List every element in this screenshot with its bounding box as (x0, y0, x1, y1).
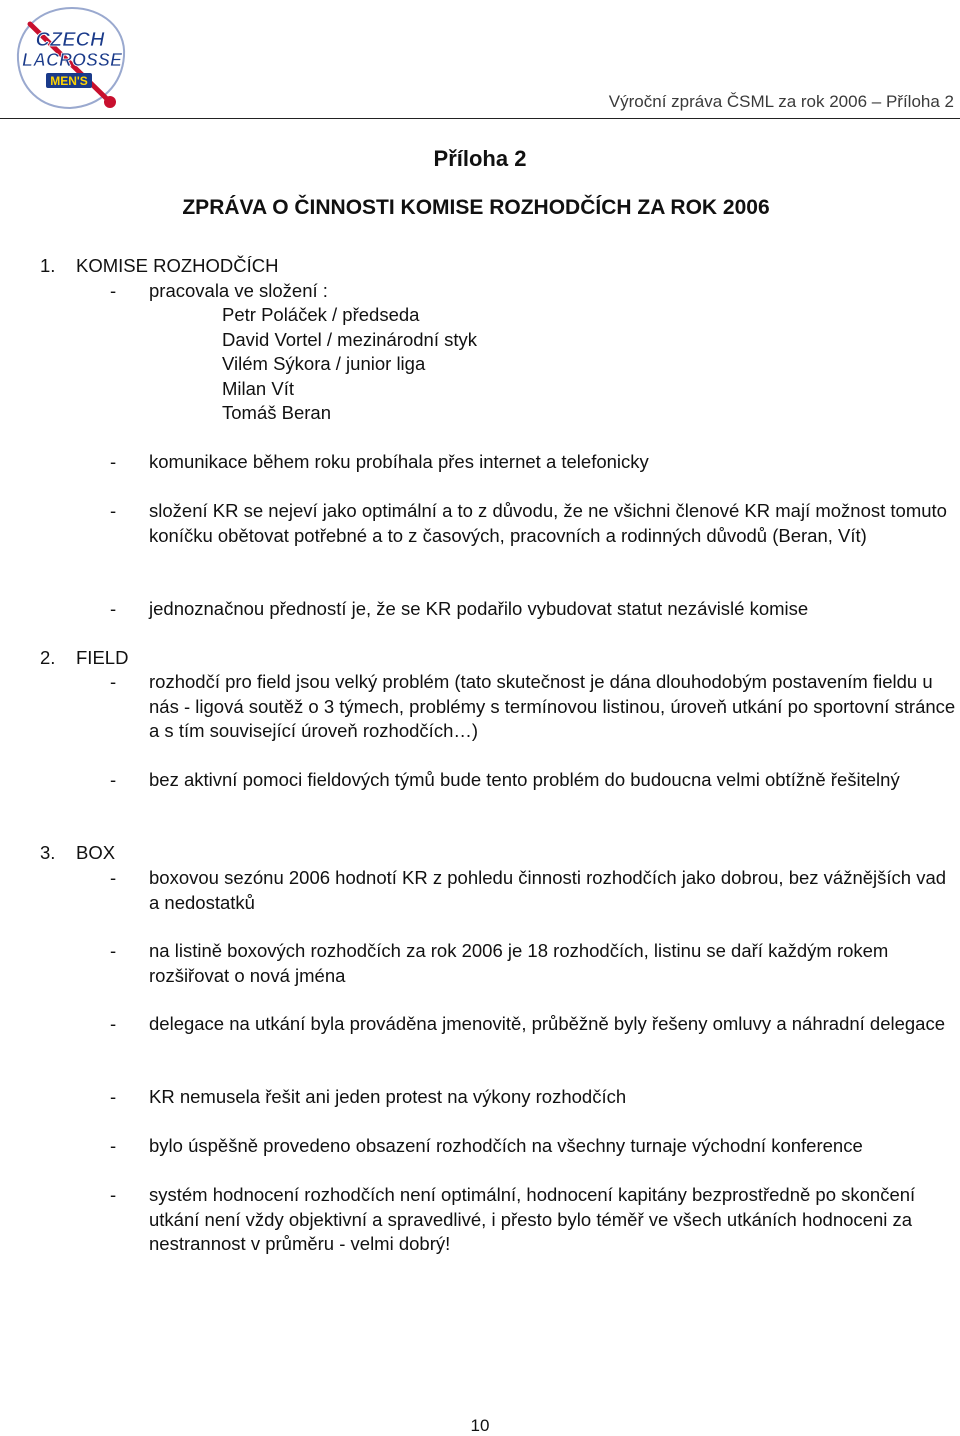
list-item-text: komunikace během roku probíhala přes internet a telefonicky (149, 451, 649, 472)
section-heading-3 (40, 841, 115, 866)
list-dash: - (110, 500, 117, 521)
logo-line-3: MEN'S (50, 74, 88, 88)
section-number: 2. (40, 647, 56, 668)
section-number: 3. (40, 842, 56, 863)
list-item-text: bez aktivní pomoci fieldových týmů bude tento problém do budoucna velmi obtížně řešitelný (149, 769, 900, 790)
logo-line-1: CZECH (35, 29, 105, 51)
member-name: Tomáš Beran (222, 402, 331, 423)
list-item-text: KR nemusela řešit ani jeden protest na výkony rozhodčích (149, 1086, 627, 1107)
list-dash: - (110, 598, 117, 619)
list-item-text: pracovala ve složení : (149, 280, 328, 301)
section-title: KOMISE ROZHODČÍCH (76, 255, 279, 276)
list-item-text: složení KR se nejeví jako optimální a to z důvodu, že ne všichni členové KR mají možnost tomuto koníčku obětovat potřebné a to z časových, pracovních a rodinných důvodů (Beran, Vít) (149, 500, 947, 546)
section-heading-2 (40, 646, 128, 671)
list-item-text: rozhodčí pro field jsou velký problém (tato skutečnost je dána dlouhodobým postavením fieldu u nás - ligová soutěž o 3 týmech, problémy s termínovou listinou, úroveň utkání po sportovní stránce a s tím související úroveň rozhodčích…) (149, 671, 956, 741)
page-number: 10 (470, 1416, 490, 1435)
list-dash: - (110, 1086, 117, 1107)
list-dash: - (110, 940, 117, 961)
member-name: Milan Vít (222, 378, 294, 399)
list-dash: - (110, 451, 117, 472)
logo-line-2: LACROSSE (21, 50, 123, 70)
czech-lacrosse-logo (10, 2, 132, 114)
list-item-text: na listině boxových rozhodčích za rok 2006 je 18 rozhodčích, listinu se daří každým rokem rozšiřovat o nová jména (149, 940, 889, 986)
list-item-text: bylo úspěšně provedeno obsazení rozhodčích na všechny turnaje východní konference (149, 1135, 863, 1156)
section-heading-1 (40, 254, 278, 279)
section-title: FIELD (76, 647, 129, 668)
list-dash: - (110, 1184, 117, 1205)
list-dash: - (110, 1135, 117, 1156)
section-number: 1. (40, 255, 56, 276)
page-header (0, 0, 960, 118)
list-dash: - (110, 1013, 117, 1034)
list-item-text: delegace na utkání byla prováděna jmenovitě, průběžně byly řešeny omluvy a náhradní delegace (149, 1013, 946, 1034)
list-item-text: jednoznačnou předností je, že se KR podařilo vybudovat statut nezávislé komise (149, 598, 809, 619)
list-dash: - (110, 769, 117, 790)
section-title: BOX (76, 842, 116, 863)
page-title: Příloha 2 (433, 146, 527, 171)
report-subtitle: ZPRÁVA O ČINNOSTI KOMISE ROZHODČÍCH ZA ROK 2006 (182, 196, 770, 219)
list-item-text: boxovou sezónu 2006 hodnotí KR z pohledu činnosti rozhodčích jako dobrou, bez vážnějších vad a nedostatků (149, 867, 947, 913)
header-divider (0, 118, 960, 119)
header-title: Výroční zpráva ČSML za rok 2006 – Příloha 2 (608, 92, 954, 111)
member-name: David Vortel / mezinárodní styk (222, 329, 477, 350)
list-dash: - (110, 280, 117, 301)
member-name: Vilém Sýkora / junior liga (222, 353, 426, 374)
member-name: Petr Poláček / předseda (222, 304, 420, 325)
list-item-text: systém hodnocení rozhodčích není optimální, hodnocení kapitány bezprostředně po skončení utkání není vždy objektivní a spravedlivé, i přesto bylo téměř ve všech utkáních hodnoceni za nestrannost v průměru - velmi dobrý! (149, 1184, 916, 1254)
list-dash: - (110, 671, 117, 692)
list-dash: - (110, 867, 117, 888)
